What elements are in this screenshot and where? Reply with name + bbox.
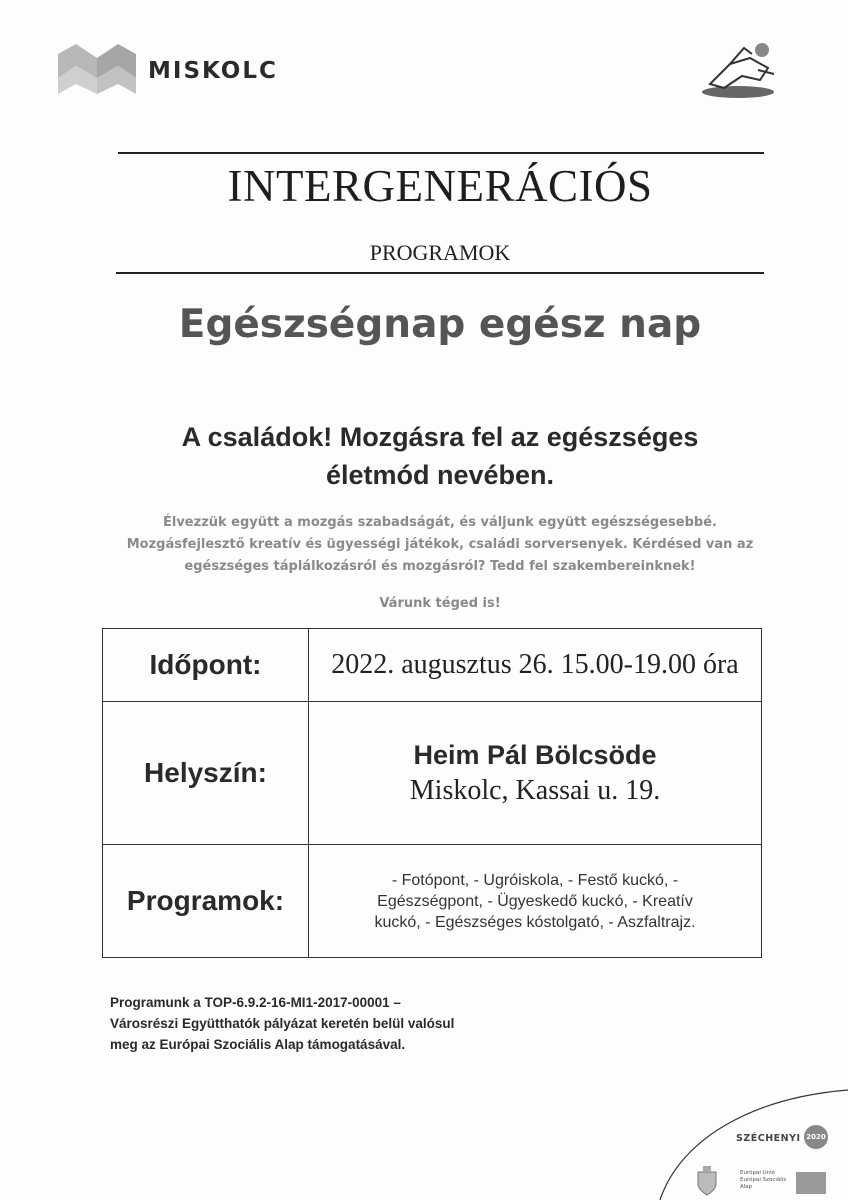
venue-name: Heim Pál Bölcsöde [413,740,657,770]
funding-note-line: meg az Európai Szociális Alap támogatásával. [110,1037,406,1052]
event-title: Egészségnap egész nap [178,302,702,347]
programs-label: Programok: [103,845,309,957]
intro-line: egészséges táplálkozásról és mozgásról? Tedd fel szakembereinknek! [184,559,696,574]
funding-note-line: Programunk a TOP-6.9.2-16-MI1-2017-00001 – [110,995,401,1010]
eu-fund-text [740,1170,800,1191]
welcome-text: Várunk téged is! [379,596,501,611]
programs-value-cell [309,845,761,957]
programs-value: - Fotópont, - Ugróiskola, - Festő kuckó, - Egészségpont, - Ügyeskedő kuckó, - Kreatív kuckó, - Egészséges kóstolgató, - Aszfaltrajz. [374,871,696,931]
place-label: Helyszín: [103,702,309,844]
funding-note [110,992,530,1055]
intro-line: Mozgásfejlesztő kreatív és ügyességi játékok, családi sorversenyek. Kérdésed van az [126,537,754,552]
sport-figure-icon [700,40,782,102]
eu-fund-line: Európai Unió [740,1170,776,1176]
eu-flag-icon [796,1172,826,1194]
sub-heading: PROGRAMOK [369,240,511,265]
intro-text [90,512,790,578]
time-value: 2022. augusztus 26. 15.00-19.00 óra [331,649,739,680]
tagline [90,418,790,494]
city-logo-text: MISKOLC [148,58,278,84]
eu-fund-line: Alap [740,1184,753,1190]
main-heading: INTERGENERÁCIÓS [227,161,653,211]
tagline-line: életmód nevében. [325,460,555,490]
programs-row [103,845,761,957]
tagline-line: A családok! Mozgásra fel az egészséges [181,422,699,452]
szechenyi-2020-badge: 2020 [804,1125,828,1149]
time-value-cell [309,629,761,701]
top-divider [118,152,764,154]
miskolc-logo-icon [58,44,136,94]
place-row [103,702,761,845]
coat-of-arms-icon [696,1166,718,1196]
time-label: Időpont: [103,629,309,701]
eu-fund-line: Európai Szociális [740,1177,787,1183]
funding-note-line: Városrészi Együtthatók pályázat keretén belül valósul [110,1016,455,1031]
szechenyi-label: SZÉCHENYI [736,1133,801,1144]
place-value-cell [309,702,761,844]
venue-address: Miskolc, Kassai u. 19. [409,775,661,806]
event-details-table [102,628,762,958]
bottom-divider [116,272,764,274]
intro-line: Élvezzük együtt a mozgás szabadságát, és váljunk együtt egészségesebbé. [163,515,717,530]
time-row [103,629,761,702]
